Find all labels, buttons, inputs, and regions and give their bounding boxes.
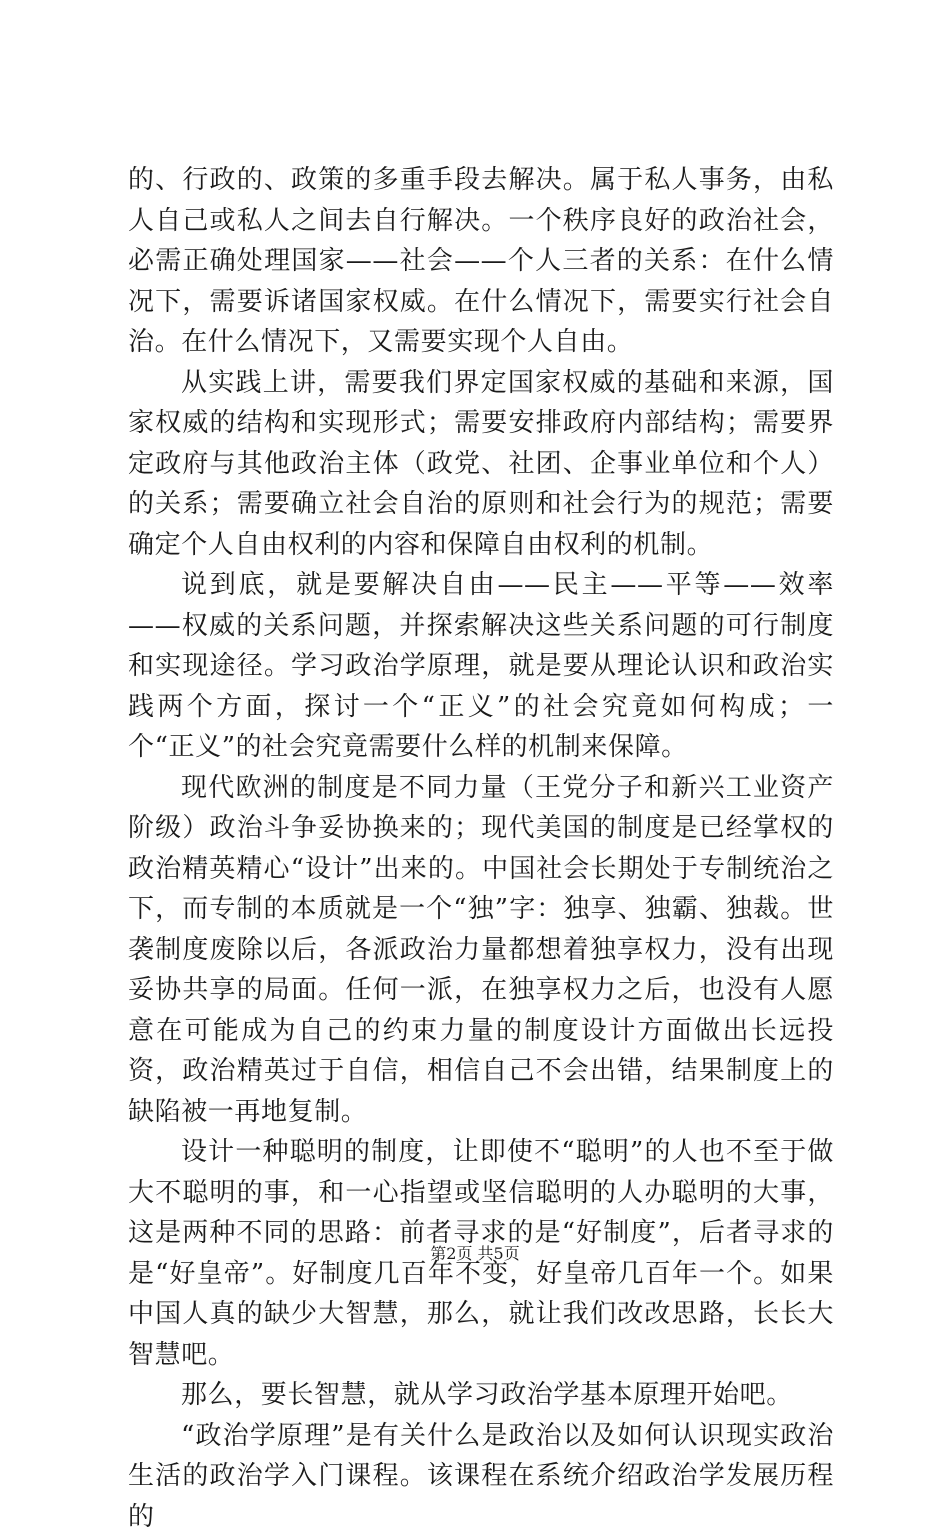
paragraph-smart-system: 设计一种聪明的制度，让即使不“聪明”的人也不至于做大不聪明的事，和一心指望或坚信聪明的人办聪明的大事，这是两种不同的思路：前者寻求的是“好制度”，后者寻求的是“好皇帝”。好制度几百年不变，好皇帝几百年一个。如果中国人真的缺少大智慧，那么，就让我们改改思路，长长大智慧吧。 <box>128 1132 834 1375</box>
page-number-footer: 第2页 共5页 <box>0 1244 950 1264</box>
paragraph-continuation: 的、行政的、政策的多重手段去解决。属于私人事务，由私人自己或私人之间去自行解决。一个秩序良好的政治社会，必需正确处理国家——社会——个人三者的关系：在什么情况下，需要诉诸国家权威。在什么情况下，需要实行社会自治。在什么情况下，又需要实现个人自由。 <box>128 160 834 363</box>
paragraph-course-intro: “政治学原理”是有关什么是政治以及如何认识现实政治生活的政治学入门课程。该课程在系统介绍政治学发展历程的 <box>128 1416 834 1537</box>
paragraph-europe-america: 现代欧洲的制度是不同力量（王党分子和新兴工业资产阶级）政治斗争妥协换来的；现代美国的制度是已经掌权的政治精英精心“设计”出来的。中国社会长期处于专制统治之下，而专制的本质就是一个“独”字：独享、独霸、独裁。世袭制度废除以后，各派政治力量都想着独享权力，没有出现妥协共享的局面。任何一派，在独享权力之后，也没有人愿意在可能成为自己的约束力量的制度设计方面做出长远投资，政治精英过于自信，相信自己不会出错，结果制度上的缺陷被一再地复制。 <box>128 768 834 1133</box>
body-text <box>128 160 834 1537</box>
paragraph-conclusion: 说到底，就是要解决自由——民主——平等——效率——权威的关系问题，并探索解决这些关系问题的可行制度和实现途径。学习政治学原理，就是要从理论认识和政治实践两个方面，探讨一个“正义”的社会究竟如何构成；一个“正义”的社会究竟需要什么样的机制来保障。 <box>128 565 834 768</box>
paragraph-wisdom: 那么，要长智慧，就从学习政治学基本原理开始吧。 <box>128 1375 834 1416</box>
paragraph-practice: 从实践上讲，需要我们界定国家权威的基础和来源，国家权威的结构和实现形式；需要安排政府内部结构；需要界定政府与其他政治主体（政党、社团、企事业单位和个人）的关系；需要确立社会自治的原则和社会行为的规范；需要确定个人自由权利的内容和保障自由权利的机制。 <box>128 363 834 566</box>
